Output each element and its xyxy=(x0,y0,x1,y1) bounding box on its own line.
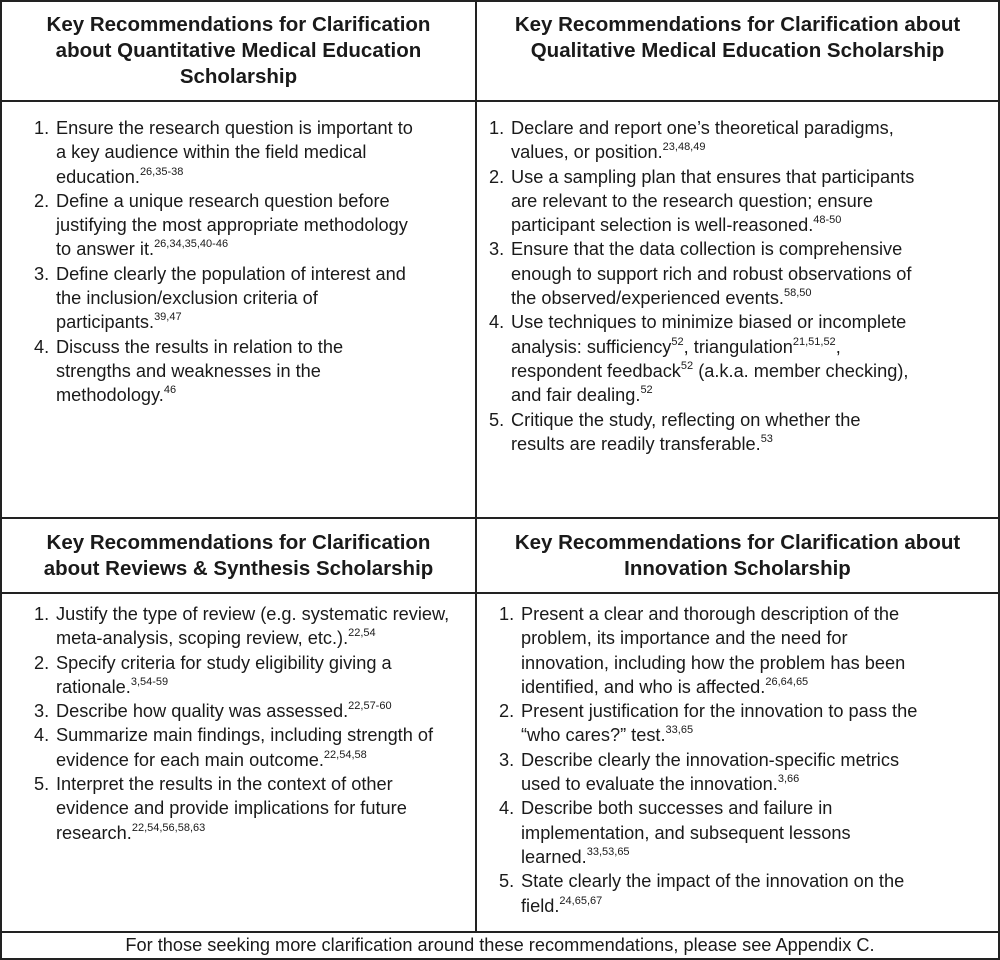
citation-ref: 26,64,65 xyxy=(765,675,809,688)
citation-ref: 3,66 xyxy=(777,773,800,786)
recommendation-text: Critique the study, reflecting on whether the results are readily transferable. xyxy=(511,409,861,454)
recommendation-item xyxy=(489,116,917,165)
heading-line: Scholarship xyxy=(179,65,298,88)
citation-ref: 22,54,56,58,63 xyxy=(131,821,206,834)
item-number: 5. xyxy=(34,774,50,795)
citation-ref: 48-50 xyxy=(813,214,842,227)
recommendation-text: Summarize main findings, including strength of evidence for each main outcome. xyxy=(56,725,434,770)
item-number: 1. xyxy=(489,118,505,138)
citation-ref: 21,51,52 xyxy=(792,335,836,348)
quantitative-body xyxy=(34,116,414,408)
item-number: 3. xyxy=(489,239,505,260)
item-number: 1. xyxy=(499,604,515,624)
recommendation-item xyxy=(499,796,929,869)
recommendation-item xyxy=(34,335,414,408)
recommendation-text: Describe how quality was assessed. xyxy=(56,701,349,722)
recommendation-text: Use techniques to minimize biased or incomplete analysis: sufficiency xyxy=(511,312,907,357)
qualitative-body xyxy=(489,116,917,456)
citation-ref: 33,65 xyxy=(665,724,694,737)
item-number: 4. xyxy=(34,725,50,746)
recommendation-text: , respondent feedback xyxy=(511,336,841,381)
heading-line: Qualitative Medical Education Scholarship xyxy=(530,39,945,62)
citation-ref: 52 xyxy=(671,335,684,348)
footer-note: For those seeking more clarification around these recommendations, please see Appendix C. xyxy=(125,935,875,955)
reviews-heading xyxy=(2,519,475,592)
recommendation-item xyxy=(34,651,454,700)
recommendation-text: Specify criteria for study eligibility giving a rationale. xyxy=(56,652,392,697)
citation-ref: 22,54 xyxy=(348,627,376,640)
citation-ref: 26,34,35,40-46 xyxy=(154,238,229,251)
item-number: 5. xyxy=(499,871,515,892)
recommendation-item xyxy=(34,116,414,189)
quantitative-heading xyxy=(2,2,475,100)
recommendation-text: Define clearly the population of interest and the inclusion/exclusion criteria of participants. xyxy=(56,263,406,333)
recommendation-item xyxy=(34,723,454,772)
recommendation-item xyxy=(489,165,917,238)
recommendation-text: Describe clearly the innovation-specific metrics used to evaluate the innovation. xyxy=(521,749,900,795)
citation-ref: 52 xyxy=(640,384,653,397)
recommendation-item xyxy=(499,869,929,918)
innovation-heading xyxy=(477,519,998,592)
item-number: 3. xyxy=(34,263,50,284)
recommendation-text: Declare and report one’s theoretical paradigms, values, or position. xyxy=(511,118,894,163)
innovation-body xyxy=(499,602,929,918)
recommendation-text: State clearly the impact of the innovation on the field. xyxy=(521,871,905,916)
recommendation-text: Describe both successes and failure in implementation, and subsequent lessons learned. xyxy=(521,798,851,867)
recommendation-text: Ensure the research question is important to a key audience within the field medical education. xyxy=(56,118,413,187)
citation-ref: 52 xyxy=(680,359,694,372)
heading-line: Key Recommendations for Clarification about xyxy=(514,530,961,554)
heading-line: about Reviews & Synthesis Scholarship xyxy=(43,556,434,580)
item-number: 4. xyxy=(489,312,505,333)
item-number: 1. xyxy=(34,118,50,138)
citation-ref: 46 xyxy=(163,384,177,397)
recommendation-text: (a.k.a. member checking), and fair dealing. xyxy=(511,360,909,406)
recommendation-item xyxy=(34,772,454,845)
heading-line: Key Recommendations for Clarification xyxy=(46,530,431,554)
recommendation-item xyxy=(34,699,454,723)
citation-ref: 3,54-59 xyxy=(130,675,169,688)
citation-ref: 53 xyxy=(760,432,773,445)
item-number: 1. xyxy=(34,604,50,624)
item-number: 3. xyxy=(34,701,50,722)
recommendation-text: Define a unique research question before justifying the most appropriate methodology to answer it. xyxy=(56,190,408,260)
citation-ref: 22,57-60 xyxy=(348,700,392,713)
recommendation-item xyxy=(489,237,917,310)
item-number: 2. xyxy=(489,166,505,187)
recommendation-text: , triangulation xyxy=(683,336,793,357)
heading-line: Key Recommendations for Clarification about xyxy=(514,13,961,36)
heading-line: about Quantitative Medical Education xyxy=(55,39,422,62)
item-number: 4. xyxy=(499,798,515,819)
item-number: 3. xyxy=(499,749,515,770)
citation-ref: 58,50 xyxy=(784,287,812,300)
citation-ref: 26,35-38 xyxy=(139,165,184,178)
recommendation-text: Ensure that the data collection is comprehensive enough to support rich and robust observations of the observed/experienced events. xyxy=(511,239,912,309)
qualitative-heading xyxy=(477,2,998,100)
recommendation-item xyxy=(499,602,929,699)
recommendation-text: Discuss the results in relation to the strengths and weaknesses in the methodology. xyxy=(56,336,344,406)
recommendation-item xyxy=(34,602,454,651)
recommendation-item xyxy=(34,189,414,262)
citation-ref: 33,53,65 xyxy=(586,845,630,858)
item-number: 4. xyxy=(34,336,50,357)
item-number: 5. xyxy=(489,409,505,430)
citation-ref: 23,48,49 xyxy=(662,141,706,154)
recommendation-text: Present a clear and thorough description of the problem, its importance and the need for innovation, including how the problem has been identified, and who is affected. xyxy=(521,604,906,697)
item-number: 2. xyxy=(499,701,515,722)
recommendation-text: Justify the type of review (e.g. systematic review, meta-analysis, scoping review, etc.). xyxy=(56,604,450,649)
recommendation-item xyxy=(489,408,917,457)
citation-ref: 24,65,67 xyxy=(559,894,603,907)
reviews-body xyxy=(34,602,454,845)
heading-line: Innovation Scholarship xyxy=(624,556,851,580)
recommendation-item xyxy=(499,699,929,748)
recommendation-item xyxy=(34,262,414,335)
item-number: 2. xyxy=(34,652,50,673)
recommendation-item xyxy=(489,310,917,407)
heading-line: Key Recommendations for Clarification xyxy=(46,13,431,36)
citation-ref: 39,47 xyxy=(154,311,182,324)
item-number: 2. xyxy=(34,190,50,211)
recommendation-text: Interpret the results in the context of other evidence and provide implications for future research. xyxy=(56,774,407,843)
recommendation-item xyxy=(499,748,929,797)
recommendation-text: Use a sampling plan that ensures that participants are relevant to the research question; ensure participant selection is well-reasoned. xyxy=(511,166,915,236)
recommendation-text: Present justification for the innovation to pass the “who cares?” test. xyxy=(521,701,918,746)
citation-ref: 22,54,58 xyxy=(323,748,367,761)
